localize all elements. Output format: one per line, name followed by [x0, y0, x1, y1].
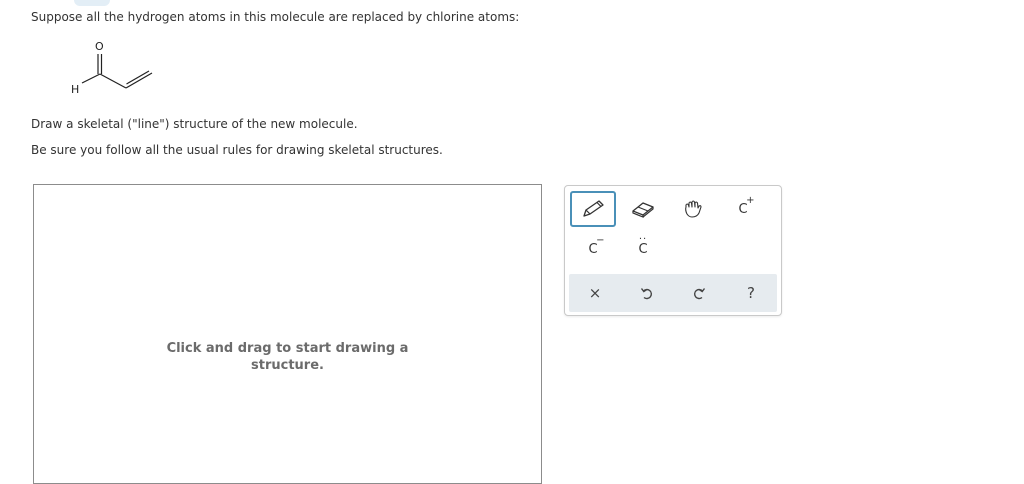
- carbocation-atom: C: [738, 201, 748, 217]
- vinyl-bond-2: [127, 71, 150, 84]
- carbocation-tool-button[interactable]: [720, 191, 766, 227]
- carbene-atom: C: [638, 241, 648, 257]
- question-text-3: Be sure you follow all the usual rules for drawing skeletal structures.: [31, 143, 443, 157]
- undo-button[interactable]: [621, 274, 673, 312]
- h-bond: [82, 74, 100, 83]
- redo-button[interactable]: [673, 274, 725, 312]
- hydrogen-atom-label: H: [71, 83, 80, 96]
- action-bar: [569, 274, 777, 312]
- pencil-tool-button[interactable]: [570, 191, 616, 227]
- help-button[interactable]: ?: [747, 284, 755, 302]
- carbene-tool-button[interactable]: [620, 231, 666, 267]
- single-bond: [100, 74, 126, 88]
- carbocation-charge: +: [746, 194, 755, 206]
- carbanion-tool-button[interactable]: [570, 231, 616, 267]
- top-tab-indicator: [74, 0, 110, 6]
- carbocation-label: [738, 194, 755, 217]
- clear-button[interactable]: ×: [588, 284, 602, 302]
- oxygen-atom-label: O: [95, 40, 104, 53]
- drawing-toolbar: [564, 185, 782, 316]
- vinyl-bond-1: [126, 73, 152, 88]
- carbanion-charge: −: [596, 234, 605, 246]
- canvas-hint-line-2: structure.: [251, 358, 324, 373]
- question-text-2: Draw a skeletal ("line") structure of the new molecule.: [31, 117, 358, 131]
- question-text-1: Suppose all the hydrogen atoms in this molecule are replaced by chlorine atoms:: [31, 10, 520, 24]
- eraser-icon: [629, 198, 657, 220]
- undo-icon: [639, 285, 655, 301]
- carbene-lone-pair: ··: [638, 233, 648, 245]
- carbene-label: [638, 233, 648, 257]
- pencil-icon: [579, 198, 607, 220]
- drawing-canvas[interactable]: [33, 184, 542, 484]
- carbanion-atom: C: [588, 241, 598, 257]
- hand-tool-button[interactable]: [670, 191, 716, 227]
- molecule-diagram: [64, 36, 164, 98]
- carbanion-label: [588, 234, 605, 257]
- hand-icon: [679, 198, 707, 220]
- canvas-hint-line-1: Click and drag to start drawing a: [166, 341, 409, 356]
- eraser-tool-button[interactable]: [620, 191, 666, 227]
- redo-icon: [691, 285, 707, 301]
- canvas-hint: [34, 340, 541, 374]
